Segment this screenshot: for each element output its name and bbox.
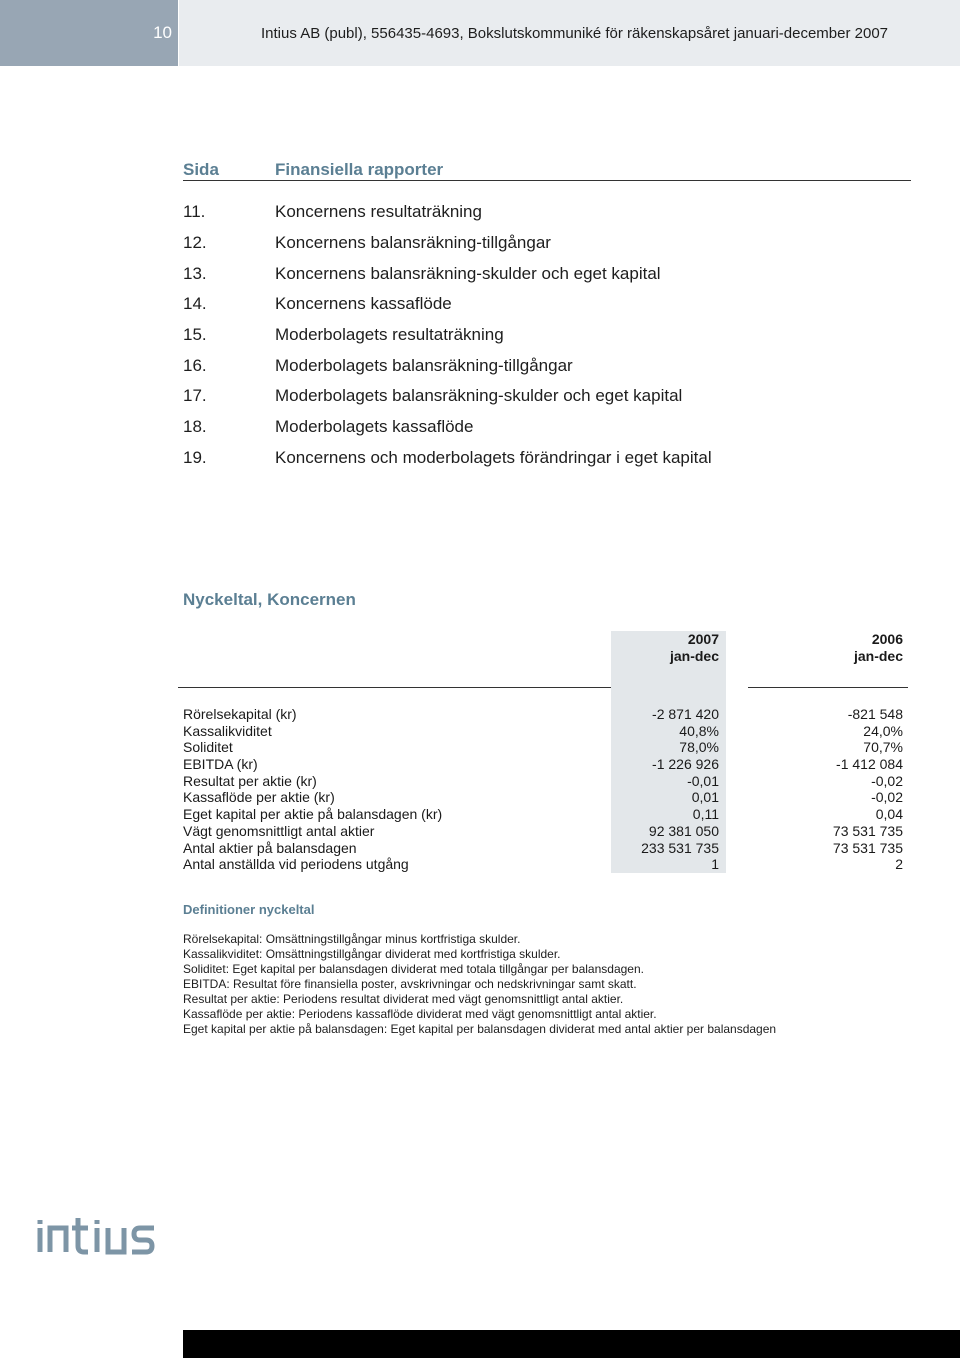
- col-header-2007: 2007 jan-dec: [669, 631, 719, 664]
- table-row: Antal anställda vid periodens utgång 1 2: [183, 856, 903, 873]
- intius-logo: [36, 1212, 186, 1263]
- intius-logo-mark: [36, 1212, 186, 1258]
- page-number: 10: [0, 0, 178, 66]
- toc-col-title: Finansiella rapporter: [275, 160, 444, 179]
- document-header: [179, 0, 960, 66]
- definition-line: Kassaflöde per aktie: Periodens kassaflöde dividerat med vägt genomsnittligt antal aktier.: [183, 1007, 657, 1021]
- definition-line: Resultat per aktie: Periodens resultat dividerat med vägt genomsnittligt antal aktier.: [183, 992, 624, 1006]
- toc-header: [183, 158, 911, 181]
- definition-line: Rörelsekapital: Omsättningstillgångar minus kortfristiga skulder.: [183, 932, 521, 946]
- footer-bar: [183, 1330, 960, 1358]
- keyfigures-title: Nyckeltal, Koncernen: [183, 590, 356, 609]
- table-row: Resultat per aktie (kr) -0,01 -0,02: [183, 772, 903, 789]
- table-row: Vägt genomsnittligt antal aktier 92 381 050 73 531 735: [183, 822, 903, 839]
- definitions-title: Definitioner nyckeltal: [183, 902, 315, 917]
- table-row: Eget kapital per aktie på balansdagen (kr) 0,11 0,04: [183, 806, 903, 823]
- definition-line: Soliditet: Eget kapital per balansdagen dividerat med totala tillgångar per balansdagen.: [183, 962, 644, 976]
- document-title: Intius AB (publ), 556435-4693, Bokslutskommuniké för räkenskapsåret januari-december 2007: [261, 24, 889, 42]
- table-row: Soliditet 78,0% 70,7%: [183, 739, 903, 756]
- table-row: Antal aktier på balansdagen 233 531 735 73 531 735: [183, 839, 903, 856]
- table-row: Rörelsekapital (kr) -2 871 420 -821 548: [183, 706, 903, 722]
- table-divider: [178, 687, 611, 688]
- definition-line: Kassalikviditet: Omsättningstillgångar dividerat med kortfristiga skulder.: [183, 947, 561, 961]
- definition-line: Eget kapital per aktie på balansdagen: Eget kapital per balansdagen dividerat med antal aktier per balansdagen: [183, 1022, 777, 1036]
- table-divider: [748, 687, 908, 688]
- table-row: Kassaflöde per aktie (kr) 0,01 -0,02: [183, 789, 903, 806]
- definitions-list: [183, 932, 776, 1037]
- table-row: Kassalikviditet 40,8% 24,0%: [183, 722, 903, 739]
- toc-col-page: Sida: [183, 160, 219, 179]
- table-row: EBITDA (kr) -1 226 926 -1 412 084: [183, 756, 903, 773]
- col-header-2006: 2006 jan-dec: [853, 631, 903, 664]
- keyfigures-table: [183, 706, 903, 873]
- definition-line: EBITDA: Resultat före finansiella poster, avskrivningar och nedskrivningar samt skatt.: [183, 977, 637, 991]
